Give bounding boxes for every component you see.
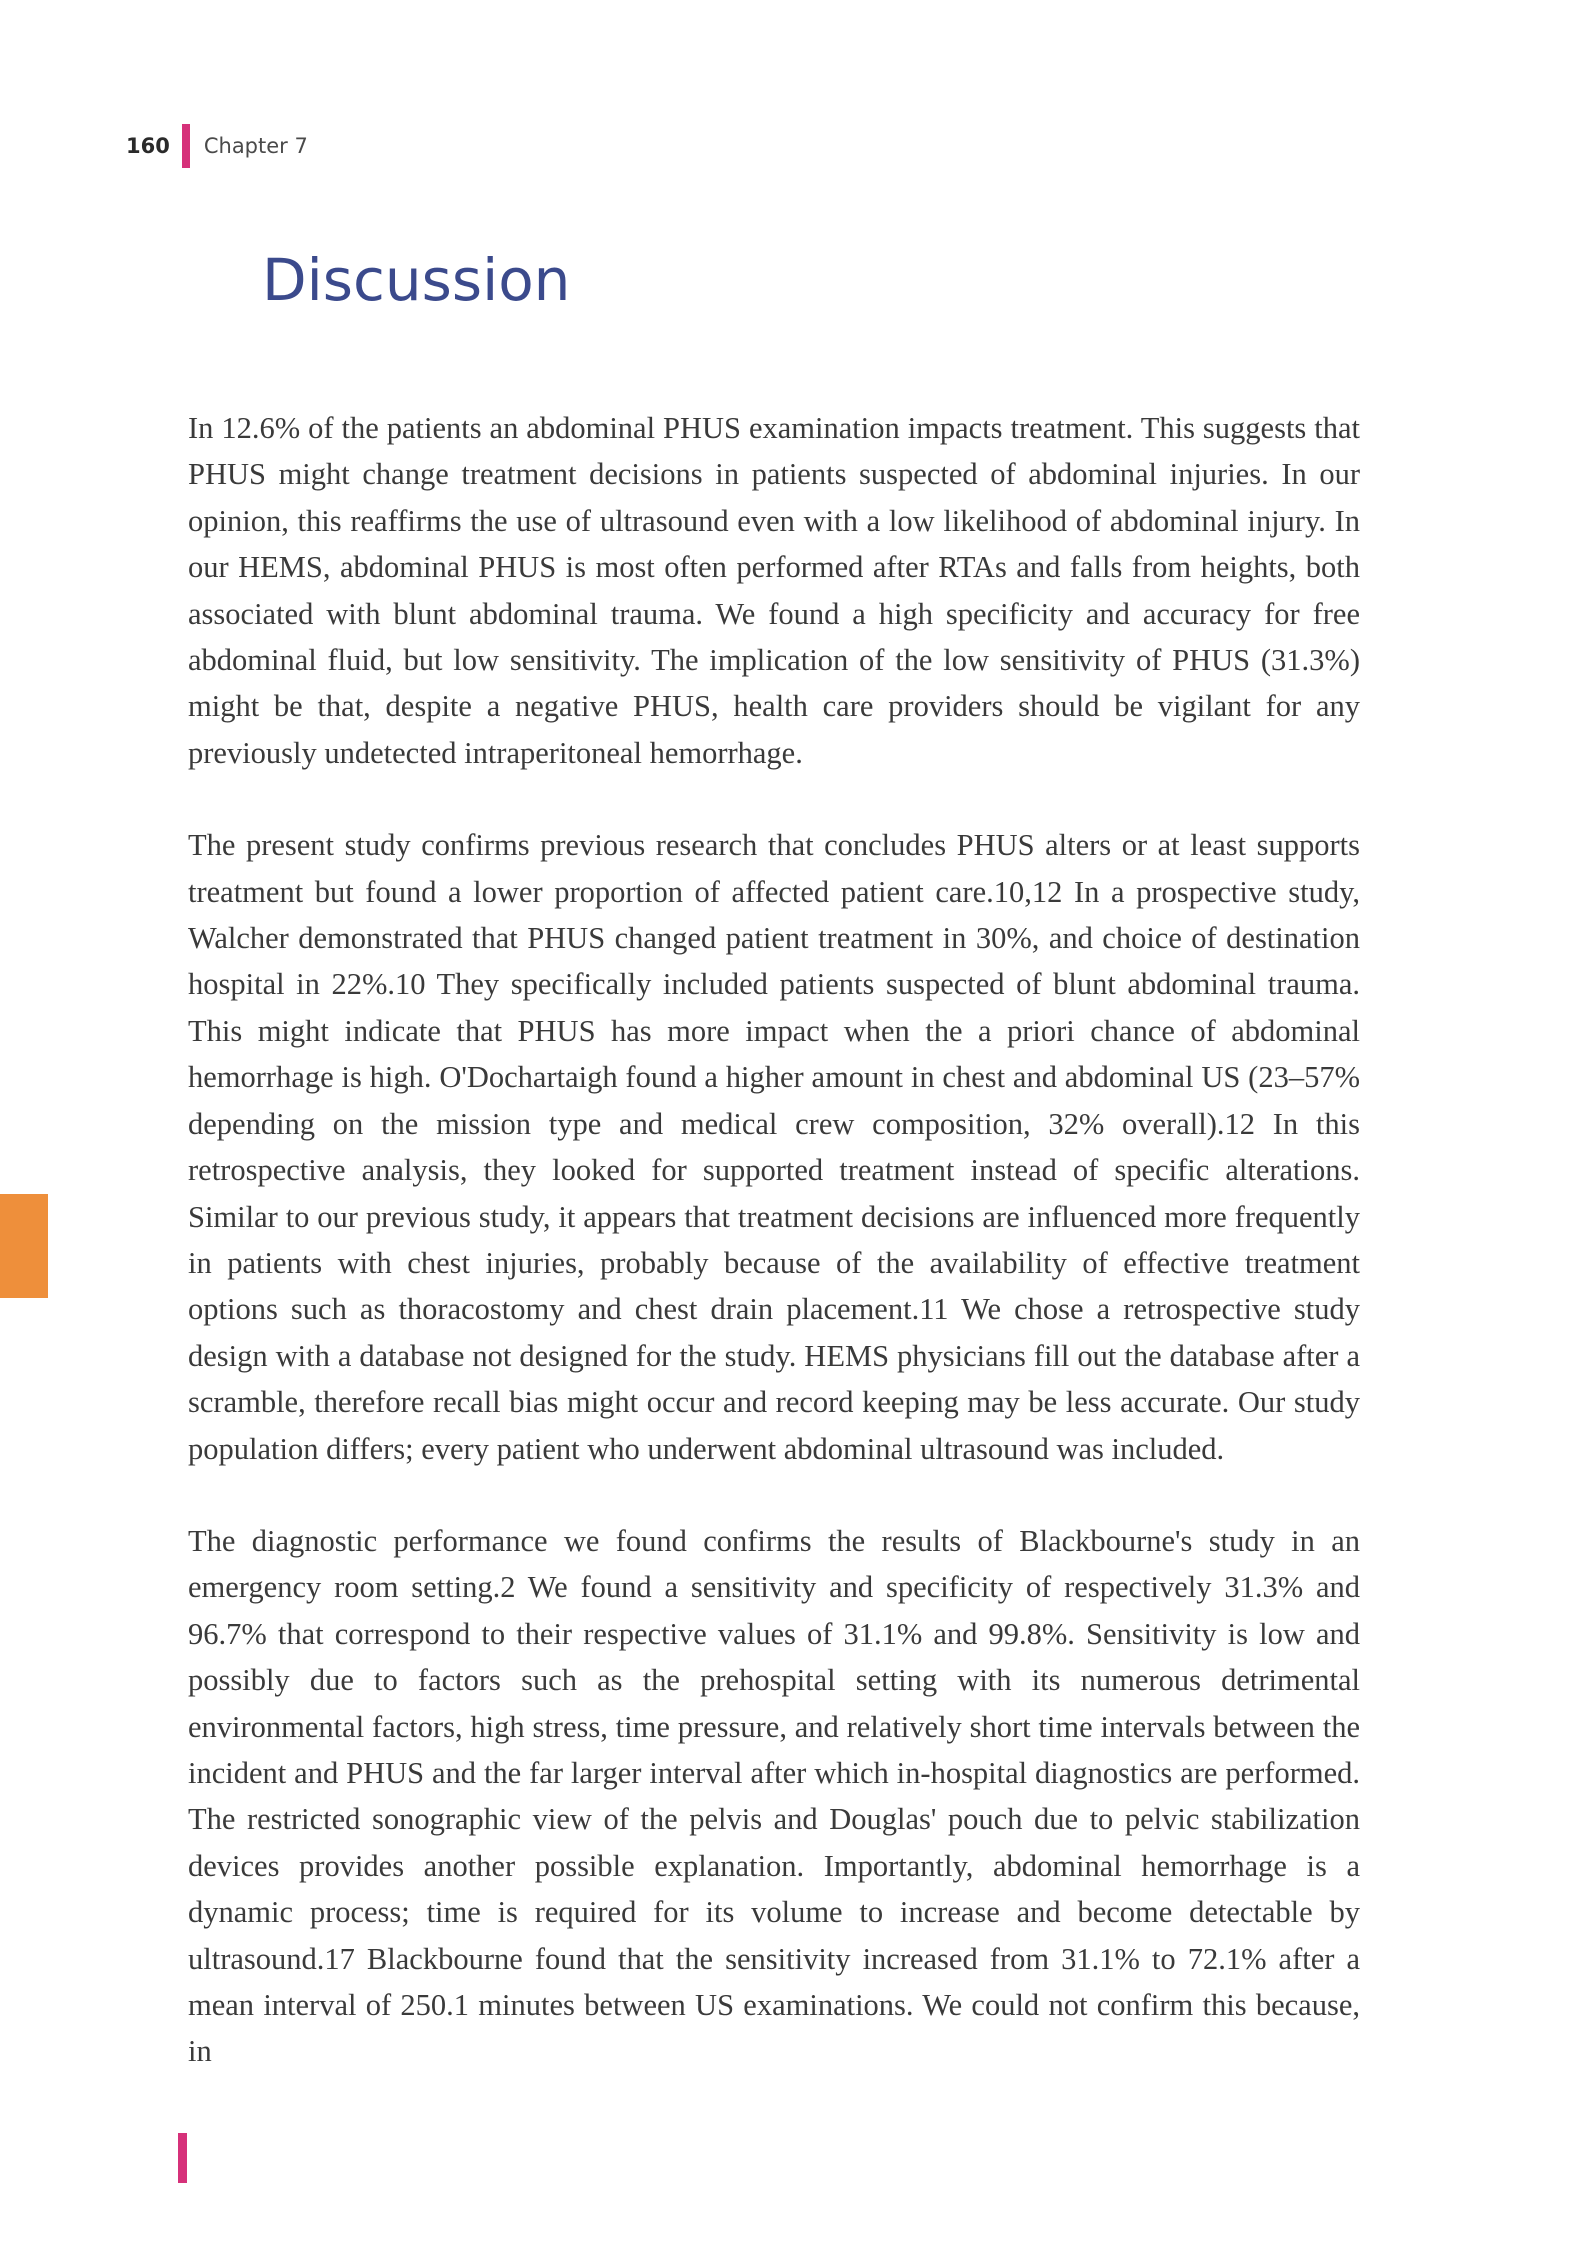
page-number: 160 xyxy=(126,134,170,158)
chapter-side-tab xyxy=(0,1194,48,1298)
body-text xyxy=(188,405,1360,2121)
chapter-label: Chapter 7 xyxy=(203,134,308,158)
paragraph: The diagnostic performance we found confirms the results of Blackbourne's study in an emergency room setting.2 We found a sensitivity and specificity of respectively 31.3% and 96.7% that correspond to their respective values of 31.1% and 99.8%. Sensitivity is low and possibly due to factors such as the prehospital setting with its numerous detrimental environmental factors, high stress, time pressure, and relatively short time intervals between the incident and PHUS and the far larger interval after which in-hospital diagnostics are performed. The restricted sonographic view of the pelvis and Douglas' pouch due to pelvic stabilization devices provides another possible explanation. Importantly, abdominal hemorrhage is a dynamic process; time is required for its volume to increase and become detectable by ultrasound.17 Blackbourne found that the sensitivity increased from 31.1% to 72.1% after a mean interval of 250.1 minutes between US examinations. We could not confirm this because, in xyxy=(188,1523,1360,2069)
footer-accent-bar xyxy=(178,2133,187,2183)
paragraph: The present study confirms previous research that concludes PHUS alters or at least supports treatment but found a lower proportion of affected patient care.10,12 In a prospective study, Walcher demonstrated that PHUS changed patient treatment in 30%, and choice of destination hospital in 22%.10 They specifically included patients suspected of blunt abdominal trauma. This might indicate that PHUS has more impact when the a priori chance of abdominal hemorrhage is high. O'Dochartaigh found a higher amount in chest and abdominal US (23–57% depending on the mission type and medical crew composition, 32% overall).12 In this retrospective analysis, they looked for supported treatment instead of specific alterations. Similar to our previous study, it appears that treatment decisions are influenced more frequently in patients with chest injuries, probably because of the availability of effective treatment options such as thoracostomy and chest drain placement.11 We chose a retrospective study design with a database not designed for the study. HEMS physicians fill out the database after a scramble, therefore recall bias might occur and record keeping may be less accurate. Our study population differs; every patient who underwent abdominal ultrasound was included. xyxy=(188,828,1360,1466)
running-header xyxy=(126,124,308,168)
paragraph: In 12.6% of the patients an abdominal PHUS examination impacts treatment. This suggests that PHUS might change treatment decisions in patients suspected of abdominal injuries. In our opinion, this reaffirms the use of ultrasound even with a low likelihood of abdominal injury. In our HEMS, abdominal PHUS is most often performed after RTAs and falls from heights, both associated with blunt abdominal trauma. We found a high specificity and accuracy for free abdominal fluid, but low sensitivity. The implication of the low sensitivity of PHUS (31.3%) might be that, despite a negative PHUS, health care providers should be vigilant for any previously undetected intraperitoneal hemorrhage. xyxy=(188,411,1360,770)
section-title: Discussion xyxy=(262,246,571,314)
header-accent-bar xyxy=(182,124,190,168)
